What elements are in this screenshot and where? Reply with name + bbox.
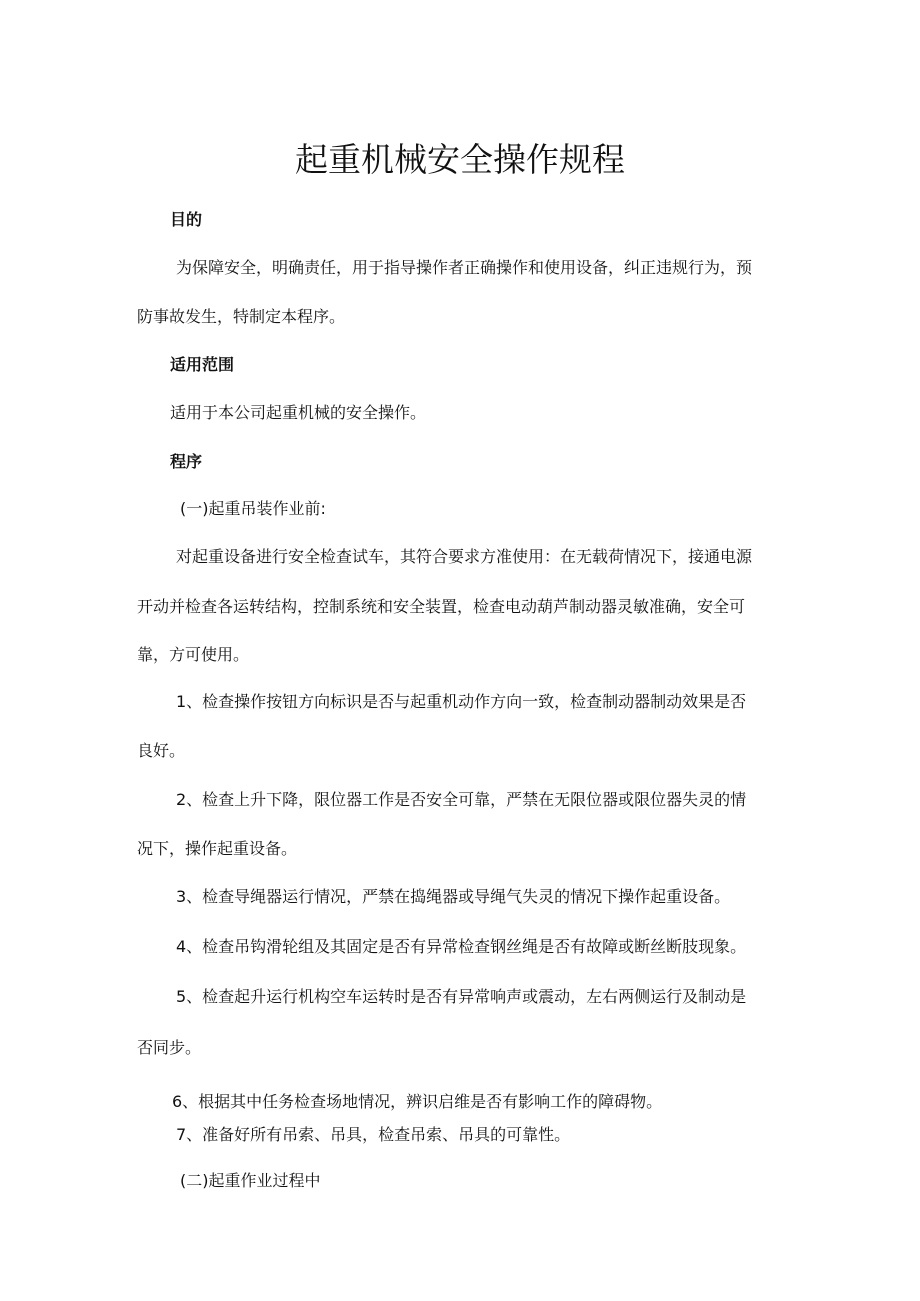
procedure-item-5-line-2: 否同步。 — [137, 1038, 202, 1057]
procedure-item-1-line-1: 1、检查操作按钮方向标识是否与起重机动作方向一致，检查制动器制动效果是否 — [176, 692, 747, 711]
procedure-item-2-line-1: 2、检查上升下降，限位器工作是否安全可靠，严禁在无限位器或限位器失灵的情 — [176, 790, 747, 809]
procedure-item-1-line-2: 良好。 — [137, 741, 186, 760]
procedure-item-6: 6、根据其中任务检查场地情况，辨识启维是否有影响工作的障碍物。 — [172, 1092, 663, 1111]
purpose-line-2: 防事故发生，特制定本程序。 — [137, 307, 346, 326]
procedure-intro-line-2: 开动并检查各运转结构，控制系统和安全装置，检查电动葫芦制动器灵敏准确，安全可 — [137, 597, 746, 616]
section-heading-purpose: 目的 — [170, 210, 203, 229]
procedure-item-2-line-2: 况下，操作起重设备。 — [137, 839, 298, 858]
document-title: 起重机械安全操作规程 — [295, 140, 625, 179]
section-heading-procedure: 程序 — [170, 452, 203, 471]
procedure-intro-line-3: 靠，方可使用。 — [137, 645, 250, 664]
procedure-item-5-line-1: 5、检查起升运行机构空车运转时是否有异常响声或震动，左右两侧运行及制动是 — [176, 987, 747, 1006]
scope-line-1: 适用于本公司起重机械的安全操作。 — [170, 403, 427, 422]
section-heading-scope: 适用范围 — [170, 355, 235, 374]
procedure-item-7: 7、准备好所有吊索、吊具，检查吊索、吊具的可靠性。 — [176, 1125, 571, 1144]
procedure-subheading-during: (二)起重作业过程中 — [180, 1171, 321, 1190]
procedure-subheading-before: (一)起重吊装作业前: — [180, 499, 326, 518]
procedure-item-4: 4、检查吊钩滑轮组及其固定是否有异常检查钢丝绳是否有故障或断丝断肢现象。 — [176, 937, 747, 956]
procedure-intro-line-1: 对起重设备进行安全检查试车，其符合要求方准使用：在无载荷情况下，接通电源 — [176, 547, 753, 566]
purpose-line-1: 为保障安全，明确责任，用于指导操作者正确操作和使用设备，纠正违规行为，预 — [176, 258, 753, 277]
procedure-item-3: 3、检查导绳器运行情况，严禁在捣绳器或导绳气失灵的情况下操作起重设备。 — [176, 887, 731, 906]
